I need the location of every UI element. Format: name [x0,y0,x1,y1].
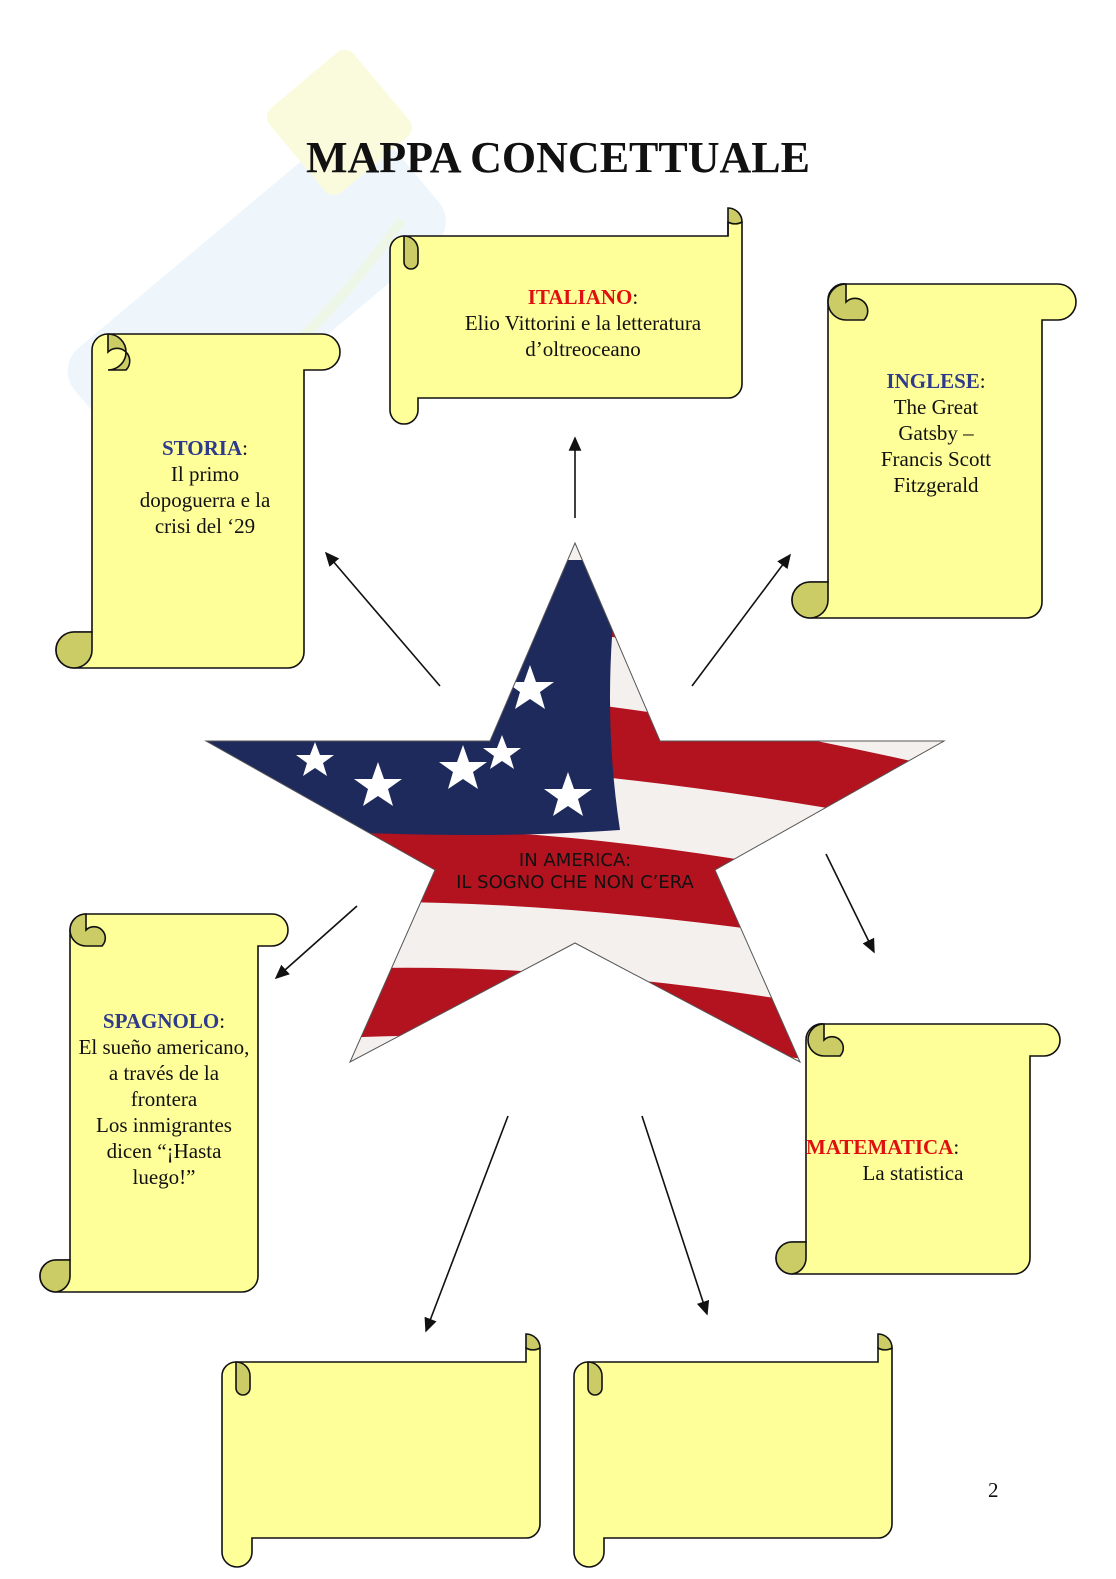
storia-line-2: dopoguerra e la [139,488,271,512]
italiano-box-text: ITALIANO: Elio Vittorini e la letteratura d’oltreoceano [430,284,736,362]
spagnolo-line-4: Los inmigrantes [96,1113,232,1137]
italiano-subject: ITALIANO [527,285,633,309]
spagnolo-line-3: frontera [130,1087,198,1111]
matematica-line-1: La statistica [862,1161,964,1185]
matematica-box-text: MATEMATICA: La statistica [806,1134,1020,1186]
spagnolo-line-2: a través de la [108,1061,220,1085]
american-flag-star-image [200,540,950,1080]
spagnolo-line-1: El sueño americano, [78,1035,250,1059]
storia-subject: STORIA [162,436,243,460]
arrow-to-empty-right [642,1116,707,1314]
inglese-line-1: The Great [893,395,979,419]
page-number: 2 [988,1478,999,1502]
inglese-box-text: INGLESE: The Great Gatsby – Francis Scott Fitzgerald [836,368,1036,498]
italiano-line-1: Elio Vittorini e la letteratura [464,311,702,335]
arrow-to-inglese [692,555,790,686]
arrow-to-matematica [826,854,874,952]
spagnolo-line-5: dicen “¡Hasta [106,1139,222,1163]
scroll-empty-left [222,1334,540,1567]
central-theme-line-1: IN AMERICA: [518,850,632,871]
central-theme-line-2: IL SOGNO CHE NON C’ERA [456,872,694,893]
inglese-line-2: Gatsby – [898,421,974,445]
spagnolo-subject: SPAGNOLO [102,1009,220,1033]
inglese-subject: INGLESE [886,369,980,393]
spagnolo-box-text: SPAGNOLO: El sueño americano, a través de la frontera Los inmigrantes dicen “¡Hasta luego!” [66,1008,262,1190]
arrow-to-storia [326,553,440,686]
arrow-to-spagnolo [276,906,357,978]
page-title: MAPPA CONCETTUALE [306,133,810,182]
inglese-line-4: Fitzgerald [893,473,979,497]
arrow-to-empty-left [426,1116,508,1331]
central-theme-label [415,850,735,894]
storia-line-3: crisi del ‘29 [154,514,256,538]
spagnolo-line-6: luego!” [132,1165,196,1189]
italiano-line-2: d’oltreoceano [525,337,641,361]
inglese-line-3: Francis Scott [880,447,992,471]
storia-box-text: STORIA: Il primo dopoguerra e la crisi del ‘29 [100,435,310,539]
storia-line-1: Il primo [170,462,240,486]
scroll-empty-right [574,1334,892,1567]
matematica-subject: MATEMATICA [806,1135,954,1159]
